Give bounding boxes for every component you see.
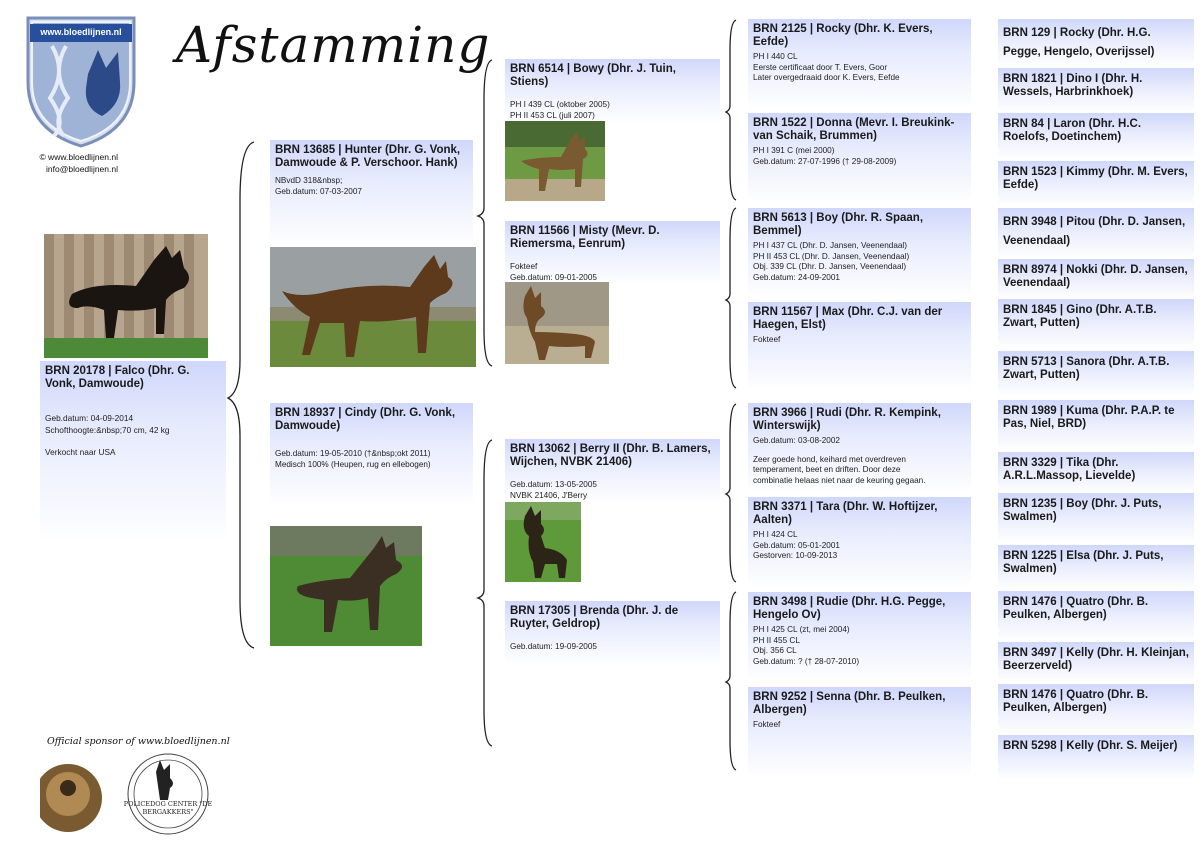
parent-name: BRN 18937 | Cindy (Dhr. G. Vonk, Damwoude) [275,407,456,432]
sire-photo [270,247,476,367]
gen4-card[interactable] [998,208,1194,258]
subject-line [45,436,221,447]
gen4-card[interactable] [998,735,1194,780]
gen4-name: BRN 1821 | Dino I (Dhr. H. Wessels, Harbrinkhoek) [1003,73,1143,98]
great-grandparent-name: BRN 9252 | Senna (Dhr. B. Peulken, Albergen) [753,691,946,716]
logo-text: www.bloedlijnen.nl [40,27,122,37]
great-grandparent-line: Obj. 339 CL (Dhr. D. Jansen, Veenendaal) [753,262,907,271]
great-grandparent-line: Eerste certificaat door T. Evers, Goor [753,62,888,72]
gen4-name: BRN 1225 | Elsa (Dhr. J. Puts, Swalmen) [1003,550,1164,575]
grandparent-name: BRN 13062 | Berry II (Dhr. B. Lamers, Wijchen, NVBK 21406) [510,443,711,468]
great-grandparent-line [753,447,966,455]
great-grandparent-name: BRN 5613 | Boy (Dhr. R. Spaan, Bemmel) [753,212,924,237]
grandparent-photo [505,502,581,582]
parent-card-dam[interactable] [270,403,473,507]
grandparent-line: Fokteef [510,262,538,271]
grandparent-line: PH I 439 CL (oktober 2005) [510,100,610,109]
gen4-card[interactable] [998,259,1194,299]
great-grandparent-card[interactable] [748,403,971,493]
gen4-card[interactable] [998,299,1194,349]
parent-line: NBvdD 318&nbsp; [275,176,343,185]
gen4-card[interactable] [998,493,1194,543]
gen4-name: BRN 5713 | Sanora (Dhr. A.T.B. Zwart, Putten) [1003,356,1170,381]
sponsor-logo [40,748,220,840]
great-grandparent-line: Geb.datum: 05-01-2001 [753,540,840,550]
great-grandparent-card[interactable] [748,208,971,298]
parent-line: Geb.datum: 19-05-2010 (†&nbsp;okt 2011) [275,449,431,458]
great-grandparent-line: Obj. 356 CL [753,646,797,655]
subject-line: Geb.datum: 04-09-2014 [45,413,134,423]
gen4-card[interactable] [998,68,1194,112]
great-grandparent-line: combinatie helaas niet naar de keuring gegaan. [753,475,926,485]
parent-line: Geb.datum: 07-03-2007 [275,186,362,196]
gen4-card[interactable] [998,351,1194,396]
gen4-card[interactable] [998,642,1194,682]
great-grandparent-line: Fokteef [753,720,781,729]
great-grandparent-card[interactable] [748,113,971,203]
gen4-name: BRN 3329 | Tika (Dhr. A.R.L.Massop, Lievelde) [1003,457,1136,482]
gen4-name: BRN 1989 | Kuma (Dhr. P.A.P. te Pas, Niel, BRD) [1003,405,1175,430]
gen4-name: BRN 1523 | Kimmy (Dhr. M. Evers, Eefde) [1003,166,1188,191]
grandparent-card[interactable] [505,439,720,503]
subject-line: Verkocht naar USA [45,447,116,457]
great-grandparent-line: Later overgedraaid door K. Evers, Eefde [753,73,900,82]
grandparent-photo [505,282,609,364]
gen4-name: BRN 3948 | Pitou (Dhr. D. Jansen, Veenendaal) [1003,216,1186,247]
grandparent-name: BRN 6514 | Bowy (Dhr. J. Tuin, Stiens) [510,63,676,88]
great-grandparent-line: PH I 424 CL [753,530,798,539]
grandparent-card[interactable] [505,59,720,123]
grandparent-name: BRN 11566 | Misty (Mevr. D. Riemersma, Eenrum) [510,225,660,250]
grandparent-line: NVBK 21406, J'Berry [510,490,588,500]
dam-photo [270,526,422,646]
gen4-card[interactable] [998,684,1194,734]
great-grandparent-name: BRN 3371 | Tara (Dhr. W. Hoftijzer, Aalten) [753,501,938,526]
gen4-name: BRN 1476 | Quatro (Dhr. B. Peulken, Albergen) [1003,596,1149,621]
gen4-name: BRN 3497 | Kelly (Dhr. H. Kleinjan, Beerzerveld) [1003,647,1189,672]
great-grandparent-line: PH I 440 CL [753,52,798,61]
gen4-name: BRN 84 | Laron (Dhr. H.C. Roelofs, Doetinchem) [1003,118,1142,143]
gen4-name: BRN 1845 | Gino (Dhr. A.T.B. Zwart, Putten) [1003,304,1157,329]
grandparent-card[interactable] [505,221,720,285]
great-grandparent-name: BRN 3966 | Rudi (Dhr. R. Kempink, Winterswijk) [753,407,941,432]
grandparent-line: PH II 453 CL (juli 2007) [510,110,595,120]
parent-name: BRN 13685 | Hunter (Dhr. G. Vonk, Damwoude & P. Verschoor. Hank) [275,144,461,169]
gen4-card[interactable] [998,452,1194,494]
gen4-card[interactable] [998,113,1194,159]
great-grandparent-line: Zeer goede hond, keihard met overdreven [753,454,906,464]
gen4-card[interactable] [998,545,1194,590]
page-title: Afstamming [176,16,491,74]
contact-email: info@bloedlijnen.nl [46,164,118,174]
grandparent-name: BRN 17305 | Brenda (Dhr. J. de Ruyter, Geldrop) [510,605,679,630]
gen4-name: BRN 129 | Rocky (Dhr. H.G. Pegge, Hengelo, Overijssel) [1003,27,1155,58]
subject-card[interactable] [40,361,226,543]
gen4-card[interactable] [998,19,1194,66]
gen4-name: BRN 8974 | Nokki (Dhr. D. Jansen, Veenendaal) [1003,264,1188,289]
great-grandparent-card[interactable] [748,687,971,777]
grandparent-line: Geb.datum: 13-05-2005 [510,480,597,489]
great-grandparent-name: BRN 11567 | Max (Dhr. C.J. van der Haegen, Elst) [753,306,943,331]
great-grandparent-line: Geb.datum: 03-08-2002 [753,436,840,445]
gen4-card[interactable] [998,161,1194,205]
great-grandparent-line: Gestorven: 10-09-2013 [753,551,838,560]
great-grandparent-line: PH I 425 CL (zt, mei 2004) [753,625,850,634]
gen4-card[interactable] [998,400,1194,450]
parent-card-sire[interactable] [270,140,473,246]
subject-line: Schofthoogte:&nbsp;70 cm, 42 kg [45,424,170,435]
great-grandparent-name: BRN 2125 | Rocky (Dhr. K. Evers, Eefde) [753,23,933,48]
great-grandparent-line: temperament, beet en driften. Door deze [753,465,901,474]
great-grandparent-line: PH II 453 CL (Dhr. D. Jansen, Veenendaal) [753,251,910,261]
gen4-name: BRN 1476 | Quatro (Dhr. B. Peulken, Albergen) [1003,689,1149,714]
grandparent-line: Geb.datum: 19-09-2005 [510,642,597,651]
gen4-card[interactable] [998,591,1194,641]
great-grandparent-card[interactable] [748,497,971,587]
sponsor-text: Official sponsor of www.bloedlijnen.nl [47,736,230,747]
great-grandparent-line: Geb.datum: 27-07-1996 († 29-08-2009) [753,156,897,166]
contact-website: © www.bloedlijnen.nl [39,152,118,162]
subject-photo [44,234,208,358]
great-grandparent-line: Fokteef [753,335,781,344]
great-grandparent-card[interactable] [748,592,971,682]
great-grandparent-line: PH II 455 CL [753,635,800,645]
gen4-name: BRN 1235 | Boy (Dhr. J. Puts, Swalmen) [1003,498,1162,523]
great-grandparent-card[interactable] [748,19,971,109]
grandparent-photo [505,121,605,201]
grandparent-card[interactable] [505,601,720,665]
gen4-name: BRN 5298 | Kelly (Dhr. S. Meijer) [1003,740,1178,752]
great-grandparent-card[interactable] [748,302,971,392]
great-grandparent-line: PH I 437 CL (Dhr. D. Jansen, Veenendaal) [753,241,907,250]
sponsor-logo-text: POLICEDOG CENTER "DE BERGAKKERS" [123,800,213,816]
great-grandparent-name: BRN 1522 | Donna (Mevr. I. Breukink-van Schaik, Brummen) [753,117,955,142]
parent-line: Medisch 100% (Heupen, rug en ellebogen) [275,459,431,469]
grandparent-line: Geb.datum: 09-01-2005 [510,272,597,282]
great-grandparent-line: PH I 391 C (mei 2000) [753,146,835,155]
subject-name: BRN 20178 | Falco (Dhr. G. Vonk, Damwoude) [45,365,190,390]
great-grandparent-line: Geb.datum: ? († 28-07-2010) [753,656,860,666]
great-grandparent-line: Geb.datum: 24-09-2001 [753,272,840,282]
great-grandparent-name: BRN 3498 | Rudie (Dhr. H.G. Pegge, Hengelo Ov) [753,596,946,621]
